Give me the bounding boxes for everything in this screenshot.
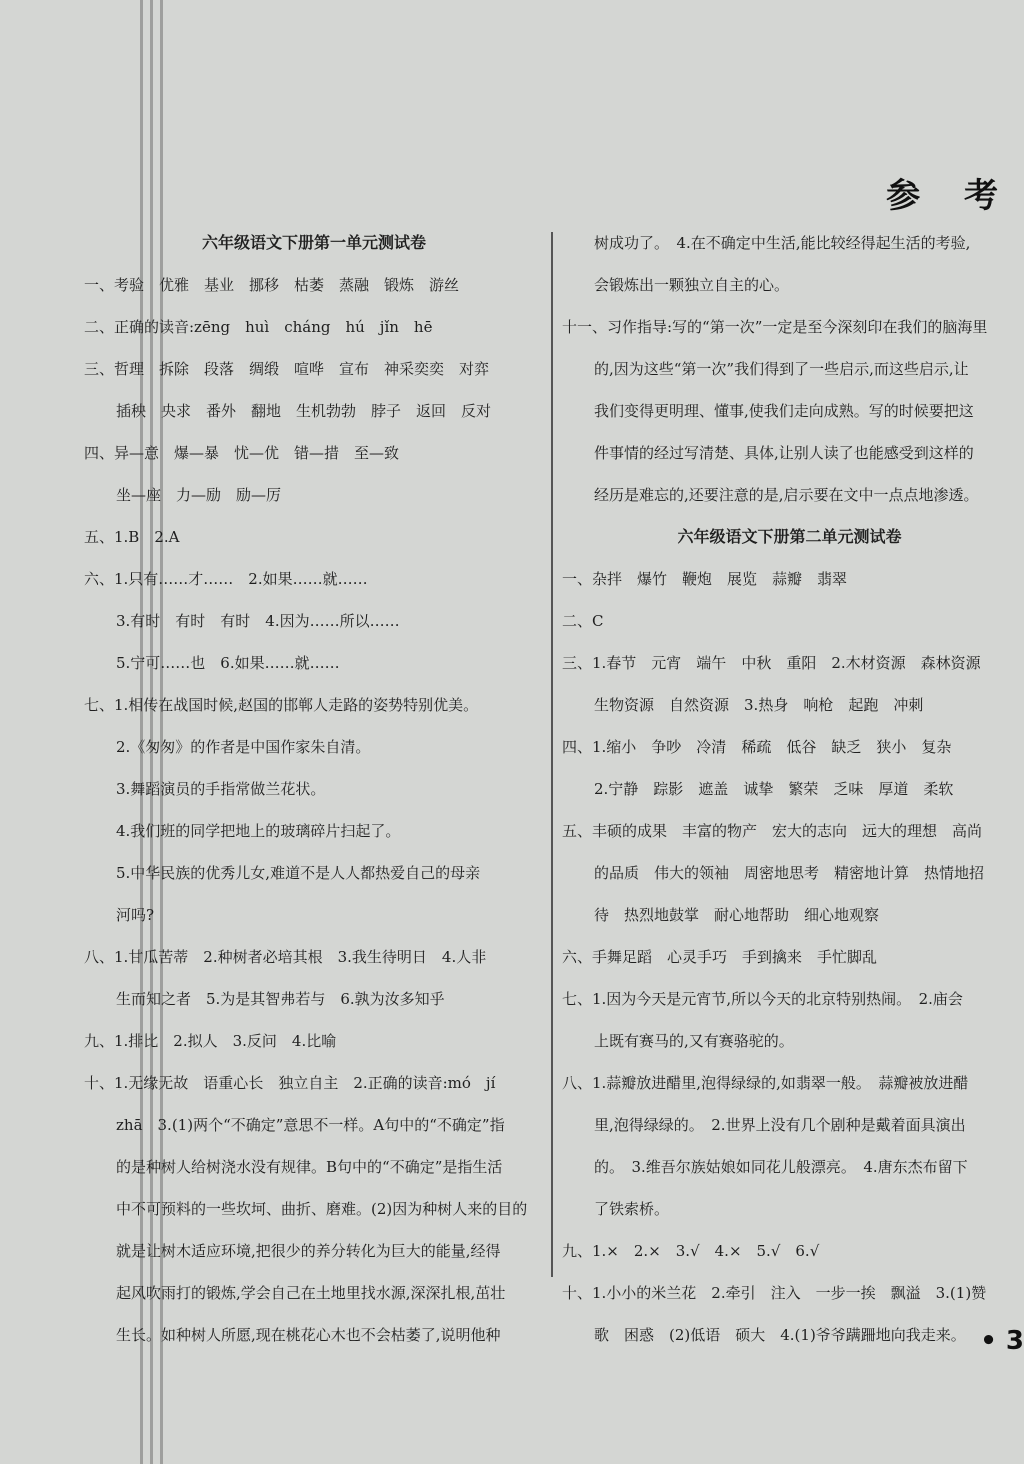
answer-line: 四、异—意 爆—暴 忧—优 错—措 至—致 (84, 444, 400, 462)
answer-line: 二、C (562, 612, 604, 630)
answer-line: 五、1.B 2.A (84, 528, 180, 546)
answer-line: 八、1.甘瓜苦蒂 2.种树者必培其根 3.我生待明日 4.人非 (84, 948, 487, 966)
answer-line: 七、1.相传在战国时候,赵国的邯郸人走路的姿势特别优美。 (84, 696, 479, 714)
answer-line: 生物资源 自然资源 3.热身 响枪 起跑 冲刺 (594, 696, 924, 714)
answer-line: 河吗? (116, 906, 155, 924)
answer-line: 三、哲理 拆除 段落 绸缎 喧哗 宣布 神采奕奕 对弈 (84, 360, 490, 378)
page-number: • 3 (980, 1326, 1024, 1356)
left-column (84, 222, 544, 1356)
answer-line: 三、1.春节 元宵 端午 中秋 重阳 2.木材资源 森林资源 (562, 654, 981, 672)
answer-line: 5.宁可……也 6.如果……就…… (116, 654, 340, 672)
answer-line: 会锻炼出一颗独立自主的心。 (594, 276, 790, 294)
answer-line: 七、1.因为今天是元宵节,所以今天的北京特别热闹。 2.庙会 (562, 990, 963, 1008)
answer-line: 4.我们班的同学把地上的玻璃碎片扫起了。 (116, 822, 401, 840)
answer-line: 的是种树人给树浇水没有规律。B句中的“不确定”是指生活 (116, 1158, 503, 1176)
right-column (562, 222, 1017, 1356)
answer-line: 中不可预料的一些坎坷、曲折、磨难。(2)因为种树人来的目的 (116, 1200, 528, 1218)
answer-line: 2.《匆匆》的作者是中国作家朱自清。 (116, 738, 371, 756)
answer-line: 的品质 伟大的领袖 周密地思考 精密地计算 热情地招 (594, 864, 985, 882)
answer-line: 五、丰硕的成果 丰富的物产 宏大的志向 远大的理想 高尚 (562, 822, 983, 840)
answer-line: 九、1.× 2.× 3.√ 4.× 5.√ 6.√ (562, 1242, 820, 1260)
answer-line: 件事情的经过写清楚、具体,让别人读了也能感受到这样的 (594, 444, 974, 462)
answer-line: 经历是难忘的,还要注意的是,启示要在文中一点点地渗透。 (594, 486, 979, 504)
answer-line: 里,泡得绿绿的。 2.世界上没有几个剧种是戴着面具演出 (594, 1116, 966, 1134)
answer-line: 坐—座 力—励 励—厉 (116, 486, 282, 504)
answer-line: 2.宁静 踪影 遮盖 诚挚 繁荣 乏味 厚道 柔软 (594, 780, 954, 798)
answer-line: 了铁索桥。 (594, 1200, 670, 1218)
answer-line: 起风吹雨打的锻炼,学会自己在土地里找水源,深深扎根,茁壮 (116, 1284, 506, 1302)
answer-line: 生而知之者 5.为是其智弗若与 6.孰为汝多知乎 (116, 990, 445, 1008)
section-title-unit-2: 六年级语文下册第二单元测试卷 (677, 527, 902, 546)
answer-line: 十、1.无缘无故 语重心长 独立自主 2.正确的读音:mó jí (84, 1074, 496, 1092)
answer-line: zhā 3.(1)两个“不确定”意思不一样。A句中的“不确定”指 (116, 1116, 505, 1134)
answer-line: 的。 3.维吾尔族姑娘如同花儿般漂亮。 4.唐东杰布留下 (594, 1158, 968, 1176)
answer-line: 一、考验 优雅 基业 挪移 枯萎 蒸融 锻炼 游丝 (84, 276, 460, 294)
answer-line: 树成功了。 4.在不确定中生活,能比较经得起生活的考验, (594, 234, 971, 252)
answer-line: 生长。如种树人所愿,现在桃花心木也不会枯萎了,说明他种 (116, 1326, 501, 1344)
answer-line: 六、1.只有……才…… 2.如果……就…… (84, 570, 368, 588)
answer-line: 就是让树木适应环境,把很少的养分转化为巨大的能量,经得 (116, 1242, 501, 1260)
answer-line: 四、1.缩小 争吵 冷清 稀疏 低谷 缺乏 狭小 复杂 (562, 738, 952, 756)
answer-line: 一、杂拌 爆竹 鞭炮 展览 蒜瓣 翡翠 (562, 570, 848, 588)
answer-line: 的,因为这些“第一次”我们得到了一些启示,而这些启示,让 (594, 360, 969, 378)
right-answer-lines-top (562, 222, 1017, 516)
page-header-title: 参 考 (886, 176, 1014, 216)
answer-line: 十一、习作指导:写的“第一次”一定是至今深刻印在我们的脑海里 (562, 318, 988, 336)
right-answer-lines-bottom (562, 558, 1017, 1356)
answer-line: 3.舞蹈演员的手指常做兰花状。 (116, 780, 326, 798)
answer-line: 九、1.排比 2.拟人 3.反问 4.比喻 (84, 1032, 337, 1050)
left-answer-lines (84, 264, 544, 1356)
answer-line: 八、1.蒜瓣放进醋里,泡得绿绿的,如翡翠一般。 蒜瓣被放进醋 (562, 1074, 969, 1092)
answer-line: 歌 困惑 (2)低语 硕大 4.(1)爷爷蹒跚地向我走来。 (594, 1326, 966, 1344)
column-divider (551, 232, 553, 1277)
answer-line: 我们变得更明理、懂事,使我们走向成熟。写的时候要把这 (594, 402, 974, 420)
section-title-unit-1: 六年级语文下册第一单元测试卷 (201, 233, 426, 252)
answer-line: 十、1.小小的米兰花 2.牵引 注入 一步一挨 飘溢 3.(1)赞 (562, 1284, 987, 1302)
answer-line: 插秧 央求 番外 翻地 生机勃勃 脖子 返回 反对 (116, 402, 492, 420)
answer-line: 六、手舞足蹈 心灵手巧 手到擒来 手忙脚乱 (562, 948, 878, 966)
answer-line: 二、正确的读音:zēng huì cháng hú jǐn hē (84, 318, 433, 336)
answer-line: 3.有时 有时 有时 4.因为……所以…… (116, 612, 400, 630)
answer-line: 上既有赛马的,又有赛骆驼的。 (594, 1032, 794, 1050)
answer-line: 待 热烈地鼓掌 耐心地帮助 细心地观察 (594, 906, 880, 924)
answer-line: 5.中华民族的优秀儿女,难道不是人人都热爱自己的母亲 (116, 864, 481, 882)
